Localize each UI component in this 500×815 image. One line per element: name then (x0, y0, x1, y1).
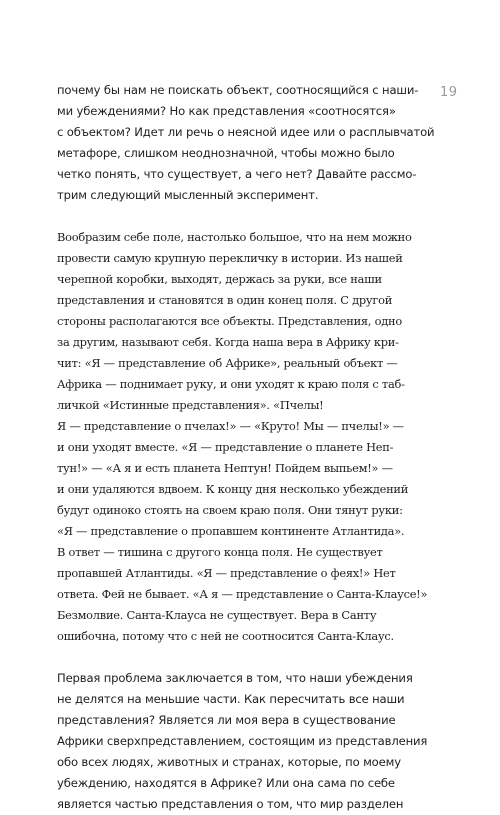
text-line: представления и становятся в один конец поля. С другой (57, 293, 393, 307)
text-line: личкой «Истинные представления». «Пчелы! (57, 398, 324, 412)
text-line: тун!» — «А я и есть планета Нептун! Пойдем выпьем!» — (57, 461, 393, 475)
text-line: чит: «Я — представление об Африке», реальный объект — (57, 356, 398, 370)
text-line: с объектом? Идет ли речь о неясной идее или о расплывчатой (57, 125, 435, 139)
text-line: четко понять, что существует, а чего нет? Давайте рассмо- (57, 167, 417, 181)
text-line: трим следующий мысленный эксперимент. (57, 188, 319, 202)
body-text (57, 80, 435, 815)
text-line: ошибочна, потому что с ней не соотносится Санта-Клаус. (57, 629, 394, 643)
paragraph-intro (57, 80, 435, 206)
text-line: представления? Является ли моя вера в существование (57, 713, 396, 727)
text-line: Африка — поднимает руку, и они уходят к краю поля с таб- (57, 377, 405, 391)
text-line: черепной коробки, выходят, держась за руки, все наши (57, 272, 382, 286)
text-line: В ответ — тишина с другого конца поля. Не существует (57, 545, 383, 559)
text-line: убеждению, находятся в Африке? Или она сама по себе (57, 776, 395, 790)
paragraph-thought-experiment (57, 227, 428, 647)
text-line: и они уходят вместе. «Я — представление о планете Неп- (57, 440, 394, 454)
text-line: Безмолвие. Санта-Клауса не существует. Вера в Санту (57, 608, 377, 622)
text-line: ответа. Фей не бывает. «А я — представление о Санта-Клаусе!» (57, 587, 428, 601)
text-line: обо всех людях, животных и странах, которые, по моему (57, 755, 401, 769)
text-line: Первая проблема заключается в том, что наши убеждения (57, 671, 413, 685)
text-line: почему бы нам не поискать объект, соотносящийся с наши- (57, 83, 419, 97)
text-line: Африки сверхпредставлением, состоящим из представления (57, 734, 428, 748)
text-line: метафоре, слишком неоднозначной, чтобы можно было (57, 146, 395, 160)
text-line: не делятся на меньшие части. Как пересчитать все наши (57, 692, 405, 706)
paragraph-first-problem (57, 668, 428, 815)
page-number: 19 (440, 85, 458, 100)
text-line: ми убеждениями? Но как представления «соотносятся» (57, 104, 396, 118)
text-line: за другим, называют себя. Когда наша вера в Африку кри- (57, 335, 399, 349)
text-line: Я — представление о пчелах!» — «Круто! Мы — пчелы!» — (57, 419, 404, 433)
text-line: является частью представления о том, что мир разделен (57, 797, 404, 811)
text-line: провести самую крупную перекличку в истории. Из нашей (57, 251, 403, 265)
text-line: стороны располагаются все объекты. Представления, одно (57, 314, 402, 328)
text-line: и они удаляются вдвоем. К концу дня несколько убеждений (57, 482, 409, 496)
text-line: «Я — представление о пропавшем континенте Атлантида». (57, 524, 405, 538)
text-line: пропавшей Атлантиды. «Я — представление о феях!» Нет (57, 566, 396, 580)
text-line: Вообразим себе поле, настолько большое, что на нем можно (57, 230, 412, 244)
text-line: будут одиноко стоять на своем краю поля. Они тянут руки: (57, 503, 403, 517)
